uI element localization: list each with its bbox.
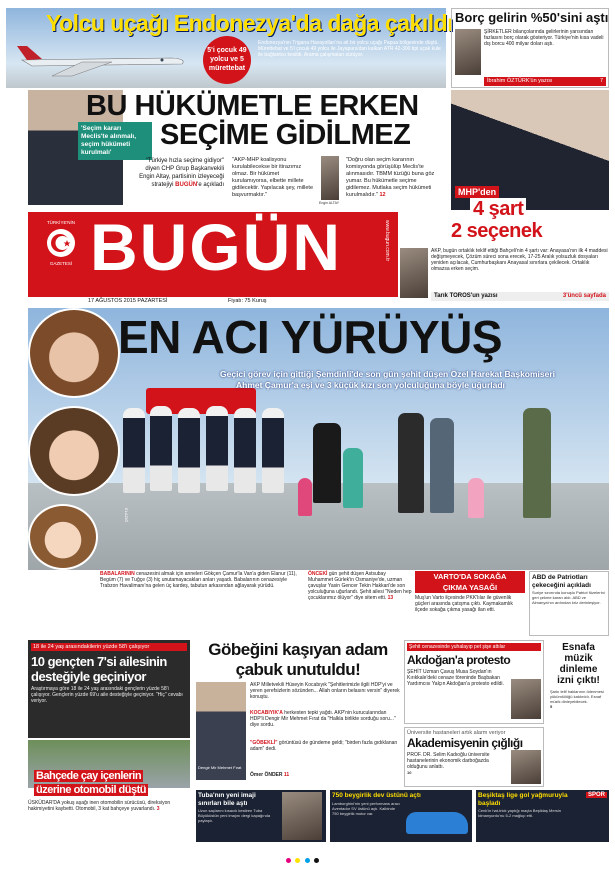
- masthead-website[interactable]: www.bugun.com.tr: [384, 220, 390, 262]
- mhp-page-ref: 3'üncü sayfada: [562, 293, 606, 299]
- akdogan-photo: [511, 679, 541, 719]
- soldier-1: [123, 408, 145, 493]
- varto-story[interactable]: [415, 571, 525, 636]
- photo-credit: ELAZIĞ: [124, 508, 129, 523]
- girl-portrait-3: [28, 504, 98, 570]
- plane-crash-text: Endonezya'nın Trigana Havayolları'na ait bir yolcu uçağı Papua bölgesinde düştü. Mürettebat ve 5'i çocuk 49 yolcu ile Jayapura'dan kalkan ATR 42-300 tipi uçak kule ile bağlantısı kesildi. Arama çalışmaları sürüyor.: [258, 40, 441, 58]
- academic-story[interactable]: [404, 727, 544, 787]
- masthead-emblem: [34, 220, 88, 290]
- plane-crash-banner[interactable]: [6, 8, 454, 88]
- main-story-col1: [134, 157, 224, 189]
- main-headline-line2: SEÇİME GİDİLMEZ: [160, 119, 411, 151]
- teaser-besiktas[interactable]: [476, 790, 609, 842]
- airplane-image: [12, 38, 192, 78]
- navel-col3: [250, 740, 400, 752]
- main-portrait-name: Engin ALTAY: [319, 201, 340, 205]
- academic-text: PROF. DR. Selim Kadıoğlu üniversite hastanelerinin ekonomik darboğazda olduğunu anlattı.: [407, 752, 490, 770]
- akdogan-story[interactable]: [404, 640, 544, 724]
- main-story-col2: "AKP-MHP koalisyonu kurulabilecekse bir itirazımız olmaz. Bir hükümet kurulamıyorsa, elbette millete gidilecektir. Yapılacak şey, millete başvurmaktır.": [232, 157, 314, 198]
- navel-col2-lead: KOCABIYIK'A: [250, 710, 283, 716]
- youth-text: Araştırmaya göre 18 ile 24 yaş arasındaki gençlerin yüzde 58'i çalışıyor. Gençlerin yüzde 69'u aile desteğiyle geçiniyor. "Hiç" cevabı veriyor.: [31, 686, 183, 704]
- garden-text: [28, 800, 190, 812]
- mhp-label: MHP'den: [455, 186, 499, 198]
- teaser-lambo-headline: 750 beygirlik dev üstünü açtı: [332, 792, 421, 799]
- widow-figure: [313, 423, 341, 503]
- navel-headline-line2: çabuk unutuldu!: [235, 660, 361, 679]
- akdogan-text: ŞEHİT Uzman Çavuş Musa Soydan'ın Kırıkkale'deki cenaze töreninde Başbakan Yardımcısı Yalçın Akdoğan'a protesto edildi.: [407, 669, 504, 687]
- teaser-tuba-text: Uzun saçlarını kısacık kestiren Tuba Büyüküstün yeni imajını dergi kapağında paylaştı.: [198, 808, 271, 823]
- debt-author-label: İbrahim ÖZTÜRK'ün yazısı: [487, 78, 553, 84]
- academic-headline: Akademisyenin çığlığı: [407, 736, 523, 750]
- debt-author-photo: [455, 29, 481, 75]
- girl-portrait-1: [28, 308, 120, 398]
- navel-headline-line1: Göbeğini kaşıyan adam: [208, 640, 388, 659]
- masthead-logo: BUGÜN: [90, 210, 342, 284]
- teaser-besiktas-headline: Beşiktaş lige gol yağmuruyla başladı: [478, 792, 568, 807]
- main-portrait: [321, 156, 339, 200]
- teaser-lambo-text: Lamborghini'nin yeni performans aracı Aventador SV üstünü açtı. Kalbinde 750 beygirlik motor var.: [332, 800, 400, 816]
- academic-photo: [511, 750, 541, 784]
- garden-page-ref: 3: [156, 806, 160, 812]
- main-col3-text: "Doğru olan seçim kararının komisyonda görüşülüp Meclis'te alınmasıdır. TBMM tüzüğü buna göz yumar. Bu hükümetle seçime gidilemez. Mutlaka seçim hükümeti kurulmalıdır.": [346, 157, 435, 198]
- youth-headline-line1: 10 gençten 7'si ailesinin: [31, 654, 167, 669]
- navel-col3-lead: "GÖBEKLİ": [250, 740, 278, 746]
- small-child-figure: [298, 478, 312, 516]
- main-page-ref: 12: [379, 192, 386, 198]
- teaser-tuba-photo: [282, 792, 322, 840]
- navel-author: [250, 772, 400, 778]
- garden-headline-line1: Bahçede çay içenlerin: [36, 770, 142, 782]
- teaser-sport-badge: SPOR: [587, 792, 605, 798]
- navel-col2-text: herkesten tepki yağdı. AKP'nin kurucularından HDP'li Dengir Mir Mehmet Fırat da "Halkla birlikte sorduğu soru..." diye sordu.: [250, 710, 396, 728]
- main-headline-line1: BU HÜKÜMETLE ERKEN: [86, 90, 419, 122]
- varto-headline-line2: ÇIKMA YASAĞI: [415, 582, 525, 593]
- garden-text-body: ÜSKÜDAR'DA yokuş aşağı inen otomobilin sürücüsü, direksiyon hakimiyetini kaybetti. Otomobil, 3 kat bahçeye yuvarlandı.: [28, 800, 171, 812]
- mhp-author-label: Tarık TOROS'un yazısı: [434, 293, 498, 299]
- mhp-text: AKP, bugün ortaklık teklif ettiği Bahçeli'nin 4 şartı var: Anayasa'nın ilk 4 maddesi değişmeyecek, Çözüm süreci sona erecek, 17-25 Aralık yolsuzluk dosyaları yeniden açılacak, Cumhurbaşkanı Anayasal sınırlara çekilecek. Ortaklık olmazsa erken seçim.: [431, 248, 608, 272]
- girl-portrait-2: [28, 406, 120, 496]
- soldier-4: [206, 406, 228, 491]
- teaser-lamborghini[interactable]: [330, 790, 472, 842]
- passenger-count-badge: 5'i çocuk 49 yolcu ve 5 mürettebat: [203, 36, 251, 84]
- varto-headline-line1: VARTO'DA SOKAĞA: [415, 571, 525, 582]
- youth-story[interactable]: [28, 640, 190, 738]
- teaser-lambo-car: [406, 812, 468, 834]
- lead-caption-right-lead: ÖNCEKİ: [308, 571, 328, 577]
- masthead-info-bar: [28, 298, 398, 306]
- esnafa-page-ref: 5: [550, 704, 553, 709]
- navel-author-name: Ömer ÖNDER: [250, 772, 283, 778]
- mhp-headline-line1: 4 şart: [470, 198, 526, 221]
- akdogan-kicker: Şehit cenazesinde yuhalayıp pet şişe attılar: [407, 643, 541, 651]
- masthead-price: Fiyatı: 75 Kuruş: [228, 298, 267, 304]
- lead-headline: EN ACI YÜRÜYÜŞ: [118, 311, 503, 363]
- lead-caption-right-text: gün şehit düşen Astsubay Muhammet Gürlek'in Osmaniye'de, uzman çavuşlar Yasin Gencer Tekin Hakkari'de son yolculuğuna uğurlandı. Şehit ailesi "Neden hep çocuklarımız ölüyor" diye sitem etti.: [308, 571, 412, 601]
- mourner-2: [430, 418, 454, 513]
- masthead-logo-icon: [47, 229, 75, 257]
- color-registration-dots: [286, 850, 319, 868]
- mhp-author-bar[interactable]: [431, 292, 609, 301]
- teaser-tuba-headline: Tuba'nın yeni imaji sınırları bile aştı: [198, 792, 256, 807]
- mourner-1: [398, 413, 424, 513]
- debt-story[interactable]: [451, 8, 609, 88]
- esnafa-text: Şarkı telif haklarının ödenmesi yükümlülüğü kaldırıldı. Esnaf müzik dinleyebilecek.: [550, 689, 604, 704]
- soldier-camouflage: [523, 408, 551, 518]
- varto-text: Muş'un Varto ilçesinde PKK'lılar ile güvenlik güçleri arasında çatışma çıktı. Kaymakamlık ilçede sokağa çıkma yasağı ilan etti.: [415, 595, 513, 613]
- abd-headline: ABD de Patriotları çekeceğini açıkladı: [532, 574, 591, 589]
- soldier-5: [234, 408, 256, 493]
- abd-story[interactable]: [529, 571, 609, 636]
- debt-text: ŞİRKETLER bilançolarında gelirlerinin yarısından fazlasını borç olarak gösteriyor. Türkiye'nin kısa vadeli dış borcu 400 milyar doları aştı.: [484, 29, 604, 47]
- youth-headline-line2: desteğiyle geçiniyor: [31, 669, 146, 684]
- soldier-3: [178, 408, 200, 493]
- mhp-small-photo: [400, 248, 428, 298]
- academic-kicker: Üniversite hastaneleri artık alarm veriyor: [407, 730, 506, 736]
- lead-subhead-line2: Ahmet Çamur'a eşi ve 3 küçük kızı son yolculuğuna böyle uğurladı: [236, 380, 505, 390]
- teaser-besiktas-text: Cenk'in hat-trick yaptığı maçta Beşiktaş Mersin İdmanyurdu'nu 5-2 mağlup etti.: [478, 808, 562, 818]
- esnafa-headline: Esnafa müzik dinleme izni çıktı!: [557, 642, 600, 686]
- lead-page-ref: 13: [387, 595, 394, 601]
- masthead[interactable]: [28, 212, 398, 297]
- debt-headline: Borç gelirin %50'sini aştı: [455, 10, 609, 25]
- plane-crash-headline: Yolcu uçağı Endonezya'da dağa çakıldı: [46, 10, 454, 36]
- lead-caption-left-lead: BABALARININ: [100, 571, 135, 577]
- academic-page-ref: 10: [407, 770, 412, 775]
- navel-col3-text: görüntüsü de gündeme geldi; "birden fazla gıdıklanan adam" dedi.: [250, 740, 398, 752]
- youth-kicker: 18 ile 24 yaş arasındakilerin yüzde 58'i çalışıyor: [31, 643, 187, 651]
- child-in-pink: [468, 478, 484, 518]
- navel-col2: [250, 710, 400, 728]
- main-story-col3: [346, 157, 440, 199]
- akdogan-headline: Akdoğan'a protesto: [407, 653, 511, 667]
- navel-col1: AKP Milletvekili Hüseyin Kocabıyık "Şehitlerimizle ilgili HDP'yi ve yeren şerefsizlerin sözünden... Allah onların belasını versin" diyerek konuştu.: [250, 682, 400, 700]
- main-col1-brand: BUGÜN: [175, 182, 198, 188]
- esnafa-story[interactable]: [548, 640, 609, 786]
- soldier-6: [262, 408, 284, 493]
- lead-caption-left-text: cenazesini almak için anneleri Gökçen Çamur'la Van'a giden Elanur (11), Begüm (7) ve Tuğçe (3) hiç unutamayacakları anları yaşadı. Babalarının cenazesiyle Trabzon Havalimanı'na gelen üç kardeş, tabutun arkasından ağlayarak yürüdü.: [100, 571, 297, 589]
- abd-text: Suriye sınırında konuşlu Patriot füzelerini geri çekme kararı aldı. ABD ve Almanya'nın ardından kriz derinleşiyor.: [532, 590, 605, 605]
- lead-caption-left: [100, 571, 300, 589]
- main-col1-end: 'e açıkladı: [197, 182, 224, 188]
- lead-caption-right: [308, 571, 412, 601]
- lead-subhead-line1: Geçici görev için gittiği Şemdinli'de son gün şehit düşen Özel Harekat Başkomiseri: [220, 369, 556, 379]
- navel-page-ref: 11: [283, 772, 290, 778]
- garden-headline-line2: üzerine otomobil düştü: [36, 784, 146, 796]
- debt-page-ref: 7: [599, 78, 603, 84]
- mhp-headline-line2: 2 seçenek: [448, 220, 545, 243]
- girl-figure: [343, 448, 363, 508]
- debt-author-bar[interactable]: [484, 77, 606, 86]
- garden-story[interactable]: [28, 740, 190, 832]
- masthead-top-small: TÜRKİYE'NİN: [46, 220, 76, 225]
- masthead-date: 17 AĞUSTOS 2015 PAZARTESİ: [88, 298, 168, 304]
- teaser-tuba[interactable]: [196, 790, 326, 842]
- navel-caption: Dengir Mir Mehmet Fırat: [198, 765, 242, 770]
- masthead-bottom-small: GAZETESİ: [49, 261, 73, 266]
- navel-story[interactable]: [196, 640, 400, 786]
- soldier-2: [150, 406, 172, 491]
- main-col1-text: "Türkiye hızla seçime gidiyor" diyen CHP Grup Başkanvekili Engin Altay, partisinin izleyeceği stratejiyi: [139, 158, 224, 188]
- election-quote-box: 'Seçim kararı Meclis'te alınmalı, seçim hükümeti kurulmalı': [78, 122, 152, 160]
